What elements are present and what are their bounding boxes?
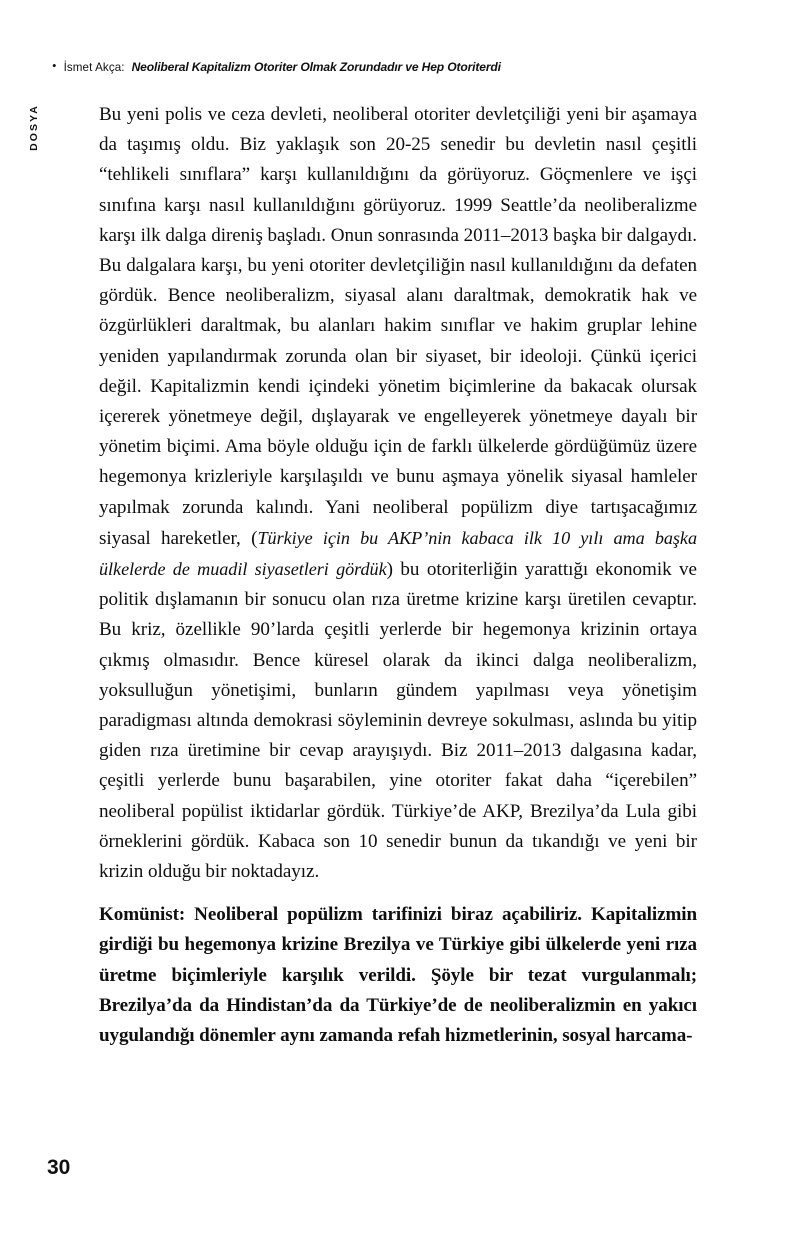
running-head-article-title: Neoliberal Kapitalizm Otoriter Olmak Zorundadır ve Hep Otoriterdi	[131, 60, 501, 74]
section-tab-label: DOSYA	[28, 104, 40, 151]
paragraph-1-text-part-1: Bu yeni polis ve ceza devleti, neoliberal otoriter devletçiliği yeni bir aşamaya da taşımış oldu. Biz yaklaşık son 20-25 senedir bu devletin nasıl çeşitli “tehlikeli sınıflara” karşı kullanıldığını da görüyoruz. Göçmenlere ve işçi sınıfına karşı nasıl kullanıldığını görüyoruz. 1999 Seattle’da neoliberalizme karşı ilk dalga direniş başladı. Onun sonrasında 2011–2013 başka bir dalgaydı. Bu dalgalara karşı, bu yeni otoriter devletçiliğin nasıl kullanıldığını da defaten gördük. Bence neoliberalizm, siyasal alanı daraltmak, demokratik hak ve özgürlükleri daraltmak, bu alanları hakim sınıflar ve hakim gruplar lehine yeniden yapılandırmak zorunda olan bir siyaset, bir ideoloji. Çünkü içerici değil. Kapitalizmin kendi içindeki yönetim biçimlerine da bakacak olursak içererek yönetmeye değil, dışlayarak ve engelleyerek yönetmeye dayalı bir yönetim biçimi. Ama böyle olduğu için de farklı ülkelerde gördüğümüz üzere hegemonya krizleriyle karşılaşıldı ve bunu aşmaya yönelik siyasal hamleler yapılmak zorunda kalındı. Yani neoliberal popülizm diye tartışacağımız siyasal hareketler, (	[99, 104, 697, 549]
body-text-column	[99, 100, 697, 1051]
running-head-author: İsmet Akça:	[63, 61, 125, 74]
bullet-dot-icon: •	[52, 58, 57, 73]
running-head	[52, 60, 752, 74]
page-number: 30	[47, 1156, 71, 1179]
paragraph-1	[99, 100, 697, 887]
paragraph-1-text-part-2: ) bu otoriterliğin yarattığı ekonomik ve politik dışlamanın bir sonucu olan rıza üretme krizine karşı üretilen cevaptır. Bu kriz, özellikle 90’larda çeşitli yerlerde bir hegemonya krizinin ortaya çıkmış olmasıdır. Bence küresel olarak da ikinci dalga neoliberalizm, yoksulluğun yönetişimi, bunların gündem yapılması veya yönetişim paradigması altında demokrasi söyleminin devreye sokulması, aslında bu yitip giden rıza üretimine bir cevap arayışıydı. Biz 2011–2013 dalgasına kadar, çeşitli yerlerde bunu başarabilen, yine otoriter fakat daha “içerebilen” neoliberal popülist iktidarlar gördük. Türkiye’de AKP, Brezilya’da Lula gibi örneklerini gördük. Kabaca son 10 senedir bunun da tıkandığı ve yeni bir krizin olduğu bir noktadayız.	[99, 559, 697, 883]
paragraph-2-question: Komünist: Neoliberal popülizm tarifinizi biraz açabiliriz. Kapitalizmin girdiği bu hegemonya krizine Brezilya ve Türkiye gibi ülkelerde yeni rıza üretme biçimleriyle karşılık verildi. Şöyle bir tezat vurgulanmalı; Brezilya’da da Hindistan’da da Türkiye’de de neoliberalizmin en yakıcı uygulandığı dönemler aynı zamanda refah hizmetlerinin, sosyal harcama-	[99, 904, 697, 1047]
paragraph-1-italic-aside: Türkiye için bu AKP’nin kabaca ilk 10 yılı ama başka ülkelerde de muadil siyasetleri gördük	[99, 527, 697, 580]
